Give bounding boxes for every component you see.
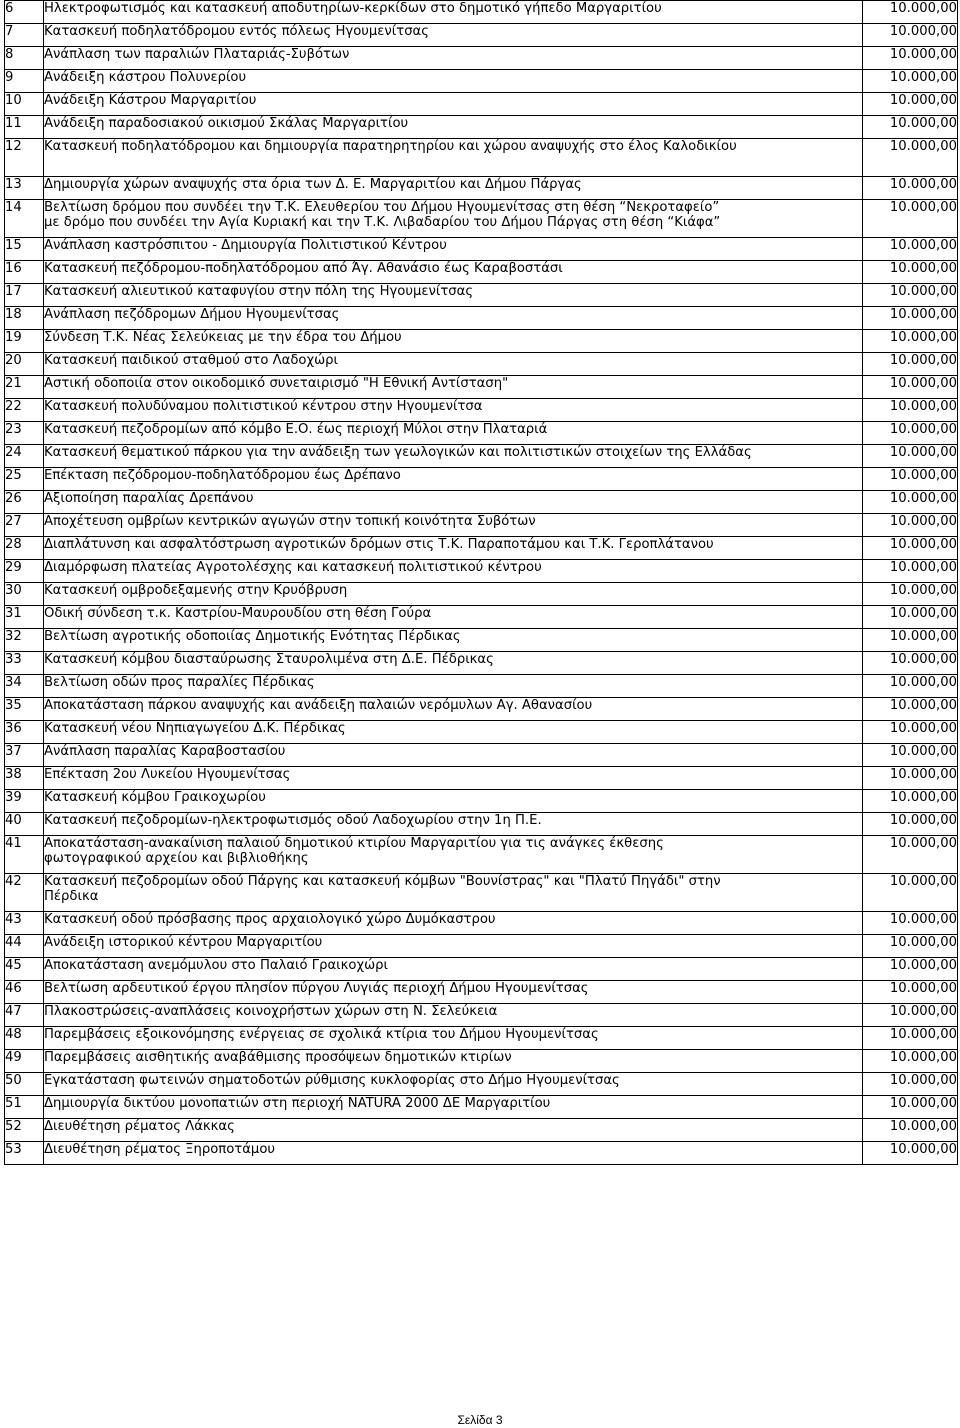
description-line-continued: Πέρδικα (44, 889, 99, 904)
project-description (44, 1073, 863, 1096)
amount-cell: 10.000,00 (863, 468, 958, 491)
project-description (44, 1142, 863, 1165)
project-description (44, 47, 863, 70)
project-description (44, 836, 863, 874)
row-number: 33 (5, 652, 44, 675)
amount-cell: 10.000,00 (863, 353, 958, 376)
row-number: 30 (5, 583, 44, 606)
table-row (5, 1096, 958, 1119)
table-row (5, 935, 958, 958)
table-row (5, 1, 958, 24)
description-line: Αποχέτευση ομβρίων κεντρικών αγωγών στην τοπική κοινότητα Συβότων (44, 514, 536, 529)
table-row (5, 790, 958, 813)
row-number: 31 (5, 606, 44, 629)
amount-cell: 10.000,00 (863, 376, 958, 399)
row-number: 46 (5, 981, 44, 1004)
amount-cell: 10.000,00 (863, 629, 958, 652)
row-number: 49 (5, 1050, 44, 1073)
description-line: Κατασκευή ποδηλατόδρομου εντός πόλεως Ηγουμενίτσας (44, 24, 429, 39)
amount-cell: 10.000,00 (863, 721, 958, 744)
description-line: Διευθέτηση ρέματος Ξηροποτάμου (44, 1142, 276, 1157)
project-description (44, 284, 863, 307)
row-number: 25 (5, 468, 44, 491)
project-description (44, 177, 863, 200)
row-number: 29 (5, 560, 44, 583)
amount-cell: 10.000,00 (863, 1, 958, 24)
table-row (5, 958, 958, 981)
row-number: 14 (5, 200, 44, 238)
row-number: 16 (5, 261, 44, 284)
amount-cell: 10.000,00 (863, 139, 958, 177)
project-description (44, 652, 863, 675)
description-line: Βελτίωση δρόμου που συνδέει την Τ.Κ. Ελευθερίου του Δήμου Ηγουμενίτσας στη θέση “Νεκροταφείο” (44, 200, 720, 215)
amount-cell: 10.000,00 (863, 200, 958, 238)
row-number: 42 (5, 874, 44, 912)
amount-cell: 10.000,00 (863, 935, 958, 958)
table-row (5, 721, 958, 744)
table-row (5, 422, 958, 445)
table-row (5, 1004, 958, 1027)
row-number: 24 (5, 445, 44, 468)
table-row (5, 177, 958, 200)
row-number: 27 (5, 514, 44, 537)
amount-cell: 10.000,00 (863, 981, 958, 1004)
row-number: 26 (5, 491, 44, 514)
project-description (44, 307, 863, 330)
projects-table-body (5, 1, 958, 1165)
table-row (5, 399, 958, 422)
amount-cell: 10.000,00 (863, 307, 958, 330)
row-number: 37 (5, 744, 44, 767)
project-description (44, 537, 863, 560)
row-number: 45 (5, 958, 44, 981)
amount-cell: 10.000,00 (863, 47, 958, 70)
table-row (5, 376, 958, 399)
project-description (44, 238, 863, 261)
table-row (5, 652, 958, 675)
project-description (44, 468, 863, 491)
description-line: Δημιουργία δικτύου μονοπατιών στη περιοχή NATURA 2000 ΔΕ Μαργαριτίου (44, 1096, 551, 1111)
table-row (5, 261, 958, 284)
description-line: Κατασκευή αλιευτικού καταφυγίου στην πόλη της Ηγουμενίτσας (44, 284, 474, 299)
project-description (44, 958, 863, 981)
amount-cell: 10.000,00 (863, 652, 958, 675)
row-number: 20 (5, 353, 44, 376)
row-number: 8 (5, 47, 44, 70)
row-number: 10 (5, 93, 44, 116)
description-line: Ηλεκτροφωτισμός και κατασκευή αποδυτηρίων-κερκίδων στο δημοτικό γήπεδο Μαργαριτίου (44, 1, 662, 16)
amount-cell: 10.000,00 (863, 790, 958, 813)
project-description (44, 1119, 863, 1142)
table-row (5, 238, 958, 261)
description-line: Κατασκευή κόμβου διασταύρωσης Σταυρολιμένα στη Δ.Ε. Πέδρικας (44, 652, 494, 667)
row-number: 35 (5, 698, 44, 721)
project-description (44, 24, 863, 47)
description-line: Αποκατάσταση-ανακαίνιση παλαιού δημοτικού κτιρίου Μαργαριτίου για τις ανάγκες έκθεσης (44, 836, 664, 851)
row-number: 13 (5, 177, 44, 200)
description-line: Ανάπλαση πεζόδρομων Δήμου Ηγουμενίτσας (44, 307, 340, 322)
description-line: Κατασκευή οδού πρόσβασης προς αρχαιολογικό χώρο Δυμόκαστρου (44, 912, 496, 927)
description-line: Ανάπλαση καστρόσπιτου - Δημιουργία Πολιτιστικού Κέντρου (44, 238, 447, 253)
description-line: Βελτίωση αγροτικής οδοποιίας Δημοτικής Ενότητας Πέρδικας (44, 629, 461, 644)
table-row (5, 70, 958, 93)
row-number: 32 (5, 629, 44, 652)
row-number: 40 (5, 813, 44, 836)
page-number: Σελίδα 3 (457, 1413, 503, 1427)
amount-cell: 10.000,00 (863, 874, 958, 912)
row-number: 15 (5, 238, 44, 261)
project-description (44, 376, 863, 399)
table-row (5, 675, 958, 698)
description-line: Οδική σύνδεση τ.κ. Καστρίου-Μαυρουδίου στη θέση Γούρα (44, 606, 432, 621)
amount-cell: 10.000,00 (863, 514, 958, 537)
description-line: Αποκατάσταση ανεμόμυλου στο Παλαιό Γραικοχώρι (44, 958, 388, 973)
description-line: Βελτίωση αρδευτικού έργου πλησίον πύργου Λυγιάς περιοχή Δήμου Ηγουμενίτσας (44, 981, 589, 996)
amount-cell: 10.000,00 (863, 675, 958, 698)
row-number: 9 (5, 70, 44, 93)
table-row (5, 139, 958, 177)
description-line-continued: με δρόμο που συνδέει την Αγία Κυριακή και την Τ.Κ. Λιβαδαρίου του Δήμου Πάργας στη θέση “Κιάφα” (44, 215, 721, 230)
amount-cell: 10.000,00 (863, 491, 958, 514)
table-row (5, 813, 958, 836)
project-description (44, 721, 863, 744)
row-number: 22 (5, 399, 44, 422)
table-row (5, 24, 958, 47)
description-line: Ανάπλαση των παραλιών Πλαταριάς-Συβότων (44, 47, 350, 62)
row-number: 50 (5, 1073, 44, 1096)
project-description (44, 139, 863, 177)
description-line: Ανάδειξη Κάστρου Μαργαριτίου (44, 93, 257, 108)
description-line: Κατασκευή νέου Νηπιαγωγείου Δ.Κ. Πέρδικας (44, 721, 346, 736)
amount-cell: 10.000,00 (863, 1050, 958, 1073)
project-description (44, 606, 863, 629)
table-row (5, 514, 958, 537)
description-line: Σύνδεση Τ.Κ. Νέας Σελεύκειας με την έδρα του Δήμου (44, 330, 402, 345)
amount-cell: 10.000,00 (863, 116, 958, 139)
description-line: Βελτίωση οδών προς παραλίες Πέρδικας (44, 675, 315, 690)
project-description (44, 261, 863, 284)
table-row (5, 284, 958, 307)
amount-cell: 10.000,00 (863, 836, 958, 874)
amount-cell: 10.000,00 (863, 1027, 958, 1050)
amount-cell: 10.000,00 (863, 70, 958, 93)
project-description (44, 935, 863, 958)
row-number: 6 (5, 1, 44, 24)
row-number: 36 (5, 721, 44, 744)
table-row (5, 744, 958, 767)
table-row (5, 1027, 958, 1050)
table-row (5, 116, 958, 139)
row-number: 34 (5, 675, 44, 698)
table-row (5, 1073, 958, 1096)
amount-cell: 10.000,00 (863, 24, 958, 47)
project-description (44, 981, 863, 1004)
row-number: 11 (5, 116, 44, 139)
project-description (44, 1027, 863, 1050)
description-line: Εγκατάσταση φωτεινών σηματοδοτών ρύθμισης κυκλοφορίας στο Δήμο Ηγουμενίτσας (44, 1073, 620, 1088)
description-line: Ανάπλαση παραλίας Καραβοστασίου (44, 744, 286, 759)
description-line: Επέκταση 2ου Λυκείου Ηγουμενίτσας (44, 767, 291, 782)
description-line: Κατασκευή πολυδύναμου πολιτιστικού κέντρου στην Ηγουμενίτσα (44, 399, 483, 414)
projects-table (4, 0, 958, 1165)
amount-cell: 10.000,00 (863, 583, 958, 606)
description-line: Κατασκευή πεζοδρομίων οδού Πάργης και κατασκευή κόμβων "Βουνίστρας" και "Πλατύ Πηγάδι" στην (44, 874, 721, 889)
amount-cell: 10.000,00 (863, 744, 958, 767)
project-description (44, 353, 863, 376)
amount-cell: 10.000,00 (863, 399, 958, 422)
amount-cell: 10.000,00 (863, 1142, 958, 1165)
amount-cell: 10.000,00 (863, 330, 958, 353)
description-line: Διευθέτηση ρέματος Λάκκας (44, 1119, 235, 1134)
row-number: 38 (5, 767, 44, 790)
amount-cell: 10.000,00 (863, 284, 958, 307)
project-description (44, 116, 863, 139)
project-description (44, 93, 863, 116)
description-line: Παρεμβάσεις εξοικονόμησης ενέργειας σε σχολικά κτίρια του Δήμου Ηγουμενίτσας (44, 1027, 599, 1042)
project-description (44, 675, 863, 698)
row-number: 39 (5, 790, 44, 813)
row-number: 44 (5, 935, 44, 958)
table-row (5, 47, 958, 70)
amount-cell: 10.000,00 (863, 813, 958, 836)
description-line: Κατασκευή παιδικού σταθμού στο Λαδοχώρι (44, 353, 338, 368)
description-line: Κατασκευή θεματικού πάρκου για την ανάδειξη των γεωλογικών και πολιτιστικών στοιχείων της Ελλάδας (44, 445, 752, 460)
description-line: Κατασκευή πεζοδρομίων-ηλεκτροφωτισμός οδού Λαδοχωρίου στην 1η Π.Ε. (44, 813, 542, 828)
table-row (5, 560, 958, 583)
description-line: Δημιουργία χώρων αναψυχής στα όρια των Δ. Ε. Μαργαριτίου και Δήμου Πάργας (44, 177, 582, 192)
project-description (44, 698, 863, 721)
description-line: Παρεμβάσεις αισθητικής αναβάθμισης προσόψεων δημοτικών κτιρίων (44, 1050, 512, 1065)
table-row (5, 836, 958, 874)
amount-cell: 10.000,00 (863, 1096, 958, 1119)
description-line: Αξιοποίηση παραλίας Δρεπάνου (44, 491, 254, 506)
table-row (5, 93, 958, 116)
description-line: Αστική οδοποιία στον οικοδομικό συνεταιρισμό "Η Εθνική Αντίσταση" (44, 376, 509, 391)
description-line: Κατασκευή κόμβου Γραικοχωρίου (44, 790, 266, 805)
row-number: 28 (5, 537, 44, 560)
row-number: 12 (5, 139, 44, 177)
amount-cell: 10.000,00 (863, 261, 958, 284)
description-line: Επέκταση πεζόδρομου-ποδηλατόδρομου έως Δρέπανο (44, 468, 401, 483)
description-line: Ανάδειξη ιστορικού κέντρου Μαργαριτίου (44, 935, 323, 950)
description-line: Διαμόρφωση πλατείας Αγροτολέσχης και κατασκευή πολιτιστικού κέντρου (44, 560, 542, 575)
project-description (44, 790, 863, 813)
amount-cell: 10.000,00 (863, 1119, 958, 1142)
amount-cell: 10.000,00 (863, 177, 958, 200)
project-description (44, 583, 863, 606)
amount-cell: 10.000,00 (863, 537, 958, 560)
row-number: 17 (5, 284, 44, 307)
project-description (44, 744, 863, 767)
description-line-continued: φωτογραφικού αρχείου και βιβλιοθήκης (44, 851, 309, 866)
project-description (44, 1096, 863, 1119)
table-row (5, 445, 958, 468)
table-row (5, 629, 958, 652)
description-line: Κατασκευή ποδηλατόδρομου και δημιουργία παρατηρητηρίου και χώρου αναψυχής στο έλος Καλοδικίου (44, 139, 737, 154)
project-description (44, 399, 863, 422)
row-number: 7 (5, 24, 44, 47)
row-number: 52 (5, 1119, 44, 1142)
table-row (5, 981, 958, 1004)
project-description (44, 560, 863, 583)
amount-cell: 10.000,00 (863, 1004, 958, 1027)
description-line: Ανάδειξη παραδοσιακού οικισμού Σκάλας Μαργαριτίου (44, 116, 409, 131)
row-number: 23 (5, 422, 44, 445)
project-description (44, 491, 863, 514)
project-description (44, 1004, 863, 1027)
project-description (44, 629, 863, 652)
description-line: Κατασκευή πεζοδρομίων από κόμβο Ε.Ο. έως περιοχή Μύλοι στην Πλαταριά (44, 422, 548, 437)
project-description (44, 813, 863, 836)
table-row (5, 1050, 958, 1073)
table-row (5, 606, 958, 629)
project-description (44, 874, 863, 912)
row-number: 41 (5, 836, 44, 874)
table-row (5, 1119, 958, 1142)
row-number: 53 (5, 1142, 44, 1165)
description-line: Πλακοστρώσεις-αναπλάσεις κοινοχρήστων χώρων στη Ν. Σελεύκεια (44, 1004, 498, 1019)
row-number: 21 (5, 376, 44, 399)
project-description (44, 70, 863, 93)
table-row (5, 537, 958, 560)
row-number: 47 (5, 1004, 44, 1027)
project-description (44, 445, 863, 468)
table-row (5, 353, 958, 376)
row-number: 48 (5, 1027, 44, 1050)
description-line: Κατασκευή ομβροδεξαμενής στην Κρυόβρυση (44, 583, 348, 598)
amount-cell: 10.000,00 (863, 606, 958, 629)
project-description (44, 1, 863, 24)
amount-cell: 10.000,00 (863, 698, 958, 721)
amount-cell: 10.000,00 (863, 912, 958, 935)
amount-cell: 10.000,00 (863, 445, 958, 468)
project-description (44, 912, 863, 935)
row-number: 51 (5, 1096, 44, 1119)
amount-cell: 10.000,00 (863, 1073, 958, 1096)
table-row (5, 1142, 958, 1165)
table-row (5, 698, 958, 721)
amount-cell: 10.000,00 (863, 238, 958, 261)
description-line: Διαπλάτυνση και ασφαλτόστρωση αγροτικών δρόμων στις Τ.Κ. Παραποτάμου και Τ.Κ. Γεροπλάτανου (44, 537, 714, 552)
project-description (44, 1050, 863, 1073)
project-description (44, 330, 863, 353)
amount-cell: 10.000,00 (863, 560, 958, 583)
description-line: Αποκατάσταση πάρκου αναψυχής και ανάδειξη παλαιών νερόμυλων Αγ. Αθανασίου (44, 698, 593, 713)
project-description (44, 422, 863, 445)
project-description (44, 514, 863, 537)
table-row (5, 468, 958, 491)
table-row (5, 491, 958, 514)
table-row (5, 200, 958, 238)
amount-cell: 10.000,00 (863, 93, 958, 116)
row-number: 19 (5, 330, 44, 353)
description-line: Κατασκευή πεζόδρομου-ποδηλατόδρομου από Άγ. Αθανάσιο έως Καραβοστάσι (44, 261, 563, 276)
amount-cell: 10.000,00 (863, 422, 958, 445)
table-row (5, 874, 958, 912)
project-description (44, 767, 863, 790)
description-line: Ανάδειξη κάστρου Πολυνερίου (44, 70, 247, 85)
amount-cell: 10.000,00 (863, 958, 958, 981)
table-row (5, 307, 958, 330)
table-row (5, 330, 958, 353)
project-description (44, 200, 863, 238)
table-row (5, 767, 958, 790)
row-number: 43 (5, 912, 44, 935)
amount-cell: 10.000,00 (863, 767, 958, 790)
table-row (5, 912, 958, 935)
row-number: 18 (5, 307, 44, 330)
table-row (5, 583, 958, 606)
